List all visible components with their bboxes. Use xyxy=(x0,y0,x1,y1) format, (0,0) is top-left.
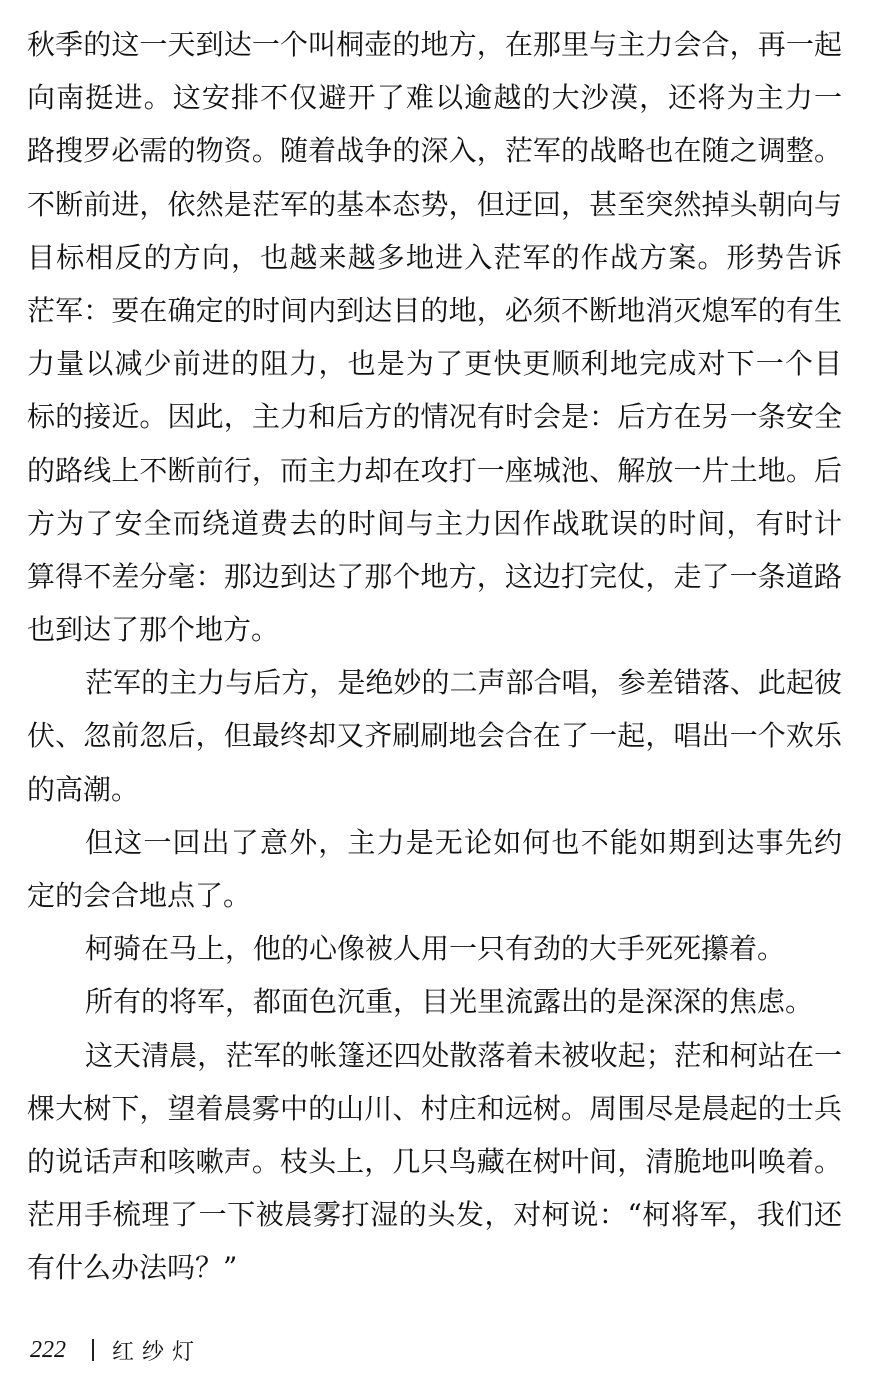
text-line: 柯骑在马上，他的心像被人用一只有劲的大手死死攥着。 xyxy=(85,932,786,966)
book-title: 红纱灯 xyxy=(112,1339,203,1365)
text-line: 标的接近。因此，主力和后方的情况有时会是：后方在另一条安全 xyxy=(27,400,842,434)
page-footer xyxy=(30,1332,202,1368)
text-line: 的说话声和咳嗽声。枝头上，几只鸟藏在树叶间，清脆地叫唤着。 xyxy=(27,1144,842,1178)
text-line: 的高潮。 xyxy=(27,772,140,806)
text-line: 路搜罗必需的物资。随着战争的深入，茫军的战略也在随之调整。 xyxy=(27,134,842,168)
text-line: 不断前进，依然是茫军的基本态势，但迂回，甚至突然掉头朝向与 xyxy=(27,187,842,221)
text-line: 算得不差分毫：那边到达了那个地方，这边打完仗，走了一条道路 xyxy=(27,559,842,593)
text-line: 茫用手梳理了一下被晨雾打湿的头发，对柯说：“柯将军，我们还 xyxy=(27,1198,842,1232)
page-number: 222 xyxy=(30,1336,66,1363)
text-line: 有什么办法吗？” xyxy=(27,1251,238,1285)
text-line: 方为了安全而绕道费去的时间与主力因作战耽误的时间，有时计 xyxy=(27,506,842,540)
footer-divider xyxy=(92,1339,94,1361)
text-line: 伏、忽前忽后，但最终却又齐刷刷地会合在了一起，唱出一个欢乐 xyxy=(27,719,842,753)
text-line: 所有的将军，都面色沉重，目光里流露出的是深深的焦虑。 xyxy=(85,985,814,1019)
text-line: 向南挺进。这安排不仅避开了难以逾越的大沙漠，还将为主力一 xyxy=(27,81,842,115)
text-line: 也到达了那个地方。 xyxy=(27,613,280,647)
text-line: 但这一回出了意外，主力是无论如何也不能如期到达事先约 xyxy=(85,825,842,859)
text-line: 秋季的这一天到达一个叫桐壶的地方，在那里与主力会合，再一起 xyxy=(27,28,842,61)
text-line: 茫军：要在确定的时间内到达目的地，必须不断地消灭熄军的有生 xyxy=(27,293,842,327)
text-line: 力量以减少前进的阻力，也是为了更快更顺利地完成对下一个目 xyxy=(27,347,842,381)
text-line: 目标相反的方向，也越来越多地进入茫军的作战方案。形势告诉 xyxy=(27,240,842,274)
text-line: 的路线上不断前行，而主力却在攻打一座城池、解放一片土地。后 xyxy=(27,453,842,487)
text-line: 茫军的主力与后方，是绝妙的二声部合唱，参差错落、此起彼 xyxy=(85,666,842,700)
text-line: 定的会合地点了。 xyxy=(27,879,252,912)
text-line: 这天清晨，茫军的帐篷还四处散落着未被收起；茫和柯站在一 xyxy=(85,1038,842,1072)
body-text xyxy=(27,18,842,1295)
text-line: 棵大树下，望着晨雾中的山川、村庄和远树。周围尽是晨起的士兵 xyxy=(27,1091,842,1125)
